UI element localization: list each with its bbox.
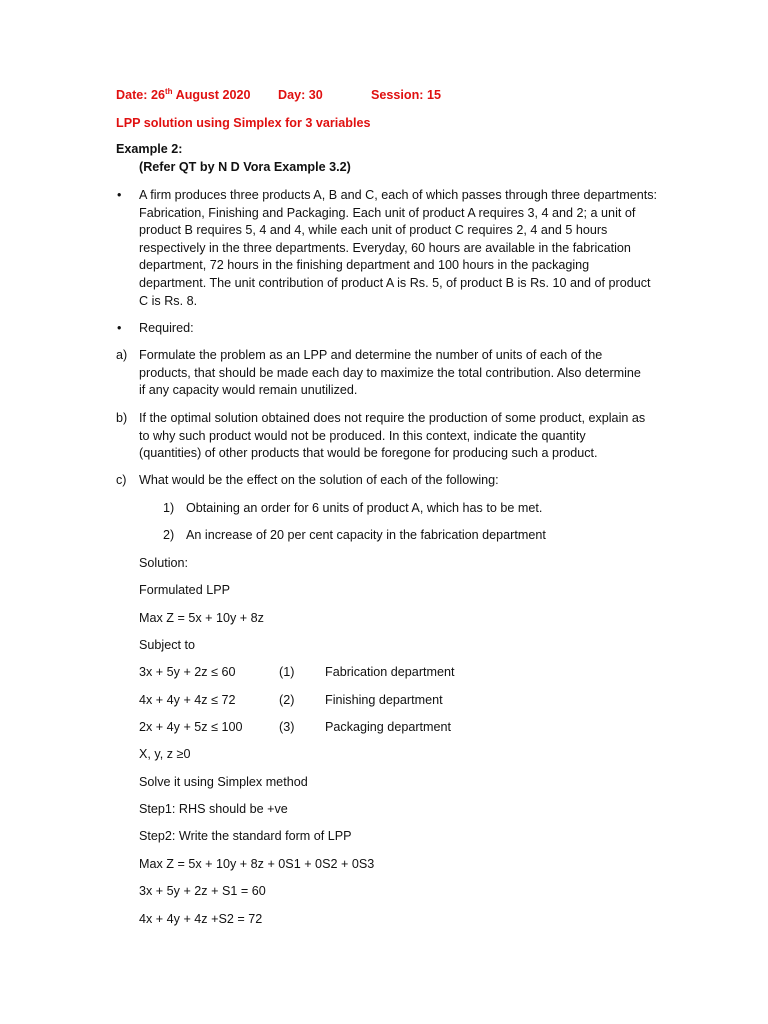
- question-line: What would be the effect on the solution of each of the following:: [139, 473, 499, 487]
- method-line: Solve it using Simplex method: [139, 775, 308, 789]
- question-line: products, that should be made each day to maximize the total contribution. Also determine: [139, 365, 641, 380]
- constraint-expr: 3x + 5y + 2z ≤ 60: [139, 665, 236, 679]
- date-label: Date: 26th August 2020: [116, 86, 251, 102]
- step2-line: Step2: Write the standard form of LPP: [139, 829, 352, 843]
- sub-item-number: 2): [163, 528, 175, 542]
- question-line: Formulate the problem as an LPP and determine the number of units of each of the: [139, 348, 603, 362]
- constraint-number: (2): [279, 693, 295, 707]
- constraint-expr: 2x + 4y + 5z ≤ 100: [139, 720, 243, 734]
- constraint-number: (1): [279, 665, 295, 679]
- sub-item-number: 1): [163, 501, 175, 515]
- constraint-dept: Fabrication department: [325, 665, 455, 679]
- constraint-dept: Packaging department: [325, 720, 452, 734]
- step1-line: Step1: RHS should be +ve: [139, 802, 288, 816]
- question-label: a): [116, 348, 128, 362]
- sub-item-text: Obtaining an order for 6 units of product A, which has to be met.: [186, 501, 543, 515]
- topic-heading: LPP solution using Simplex for 3 variables: [116, 116, 371, 130]
- problem-line: department. The unit contribution of product A is Rs. 5, of product B is Rs. 10 and of product: [139, 275, 651, 290]
- question-line: to why such product would not be produced. In this context, indicate the quantity: [139, 428, 586, 443]
- problem-line: Fabrication, Finishing and Packaging. Each unit of product A requires 3, 4 and 2; a unit of: [139, 205, 636, 220]
- standard-equation: 4x + 4y + 4z +S2 = 72: [139, 912, 263, 926]
- required-label: Required:: [139, 321, 194, 335]
- question-label: b): [116, 411, 128, 425]
- problem-line: respectively in the three departments. Everyday, 60 hours are available in the fabrication: [139, 240, 631, 255]
- sub-item-text: An increase of 20 per cent capacity in the fabrication department: [186, 528, 546, 542]
- subject-to-label: Subject to: [139, 638, 196, 652]
- constraint-expr: 4x + 4y + 4z ≤ 72: [139, 693, 236, 707]
- standard-equation: 3x + 5y + 2z + S1 = 60: [139, 884, 266, 898]
- problem-line: A firm produces three products A, B and C, each of which passes through three departments:: [139, 188, 658, 202]
- constraint-dept: Finishing department: [325, 693, 443, 707]
- constraint-number: (3): [279, 720, 295, 734]
- question-c-text: [139, 472, 499, 490]
- day-label: Day: 30: [278, 88, 323, 102]
- problem-line: department, 72 hours in the finishing department and 100 hours in the packaging: [139, 258, 590, 273]
- problem-text: [139, 187, 657, 310]
- question-line: If the optimal solution obtained does not require the production of some product, explain as: [139, 411, 646, 425]
- session-label: Session: 15: [371, 88, 441, 102]
- question-a-text: [139, 347, 641, 400]
- bullet-icon: •: [117, 321, 122, 335]
- question-line: (quantities) of other products that would be foregone for producing such a product.: [139, 446, 598, 461]
- problem-line: product B requires 5, 4 and 4, while each unit of product C requires 2, 4 and 5 hours: [139, 223, 608, 238]
- standard-objective: Max Z = 5x + 10y + 8z + 0S1 + 0S2 + 0S3: [139, 857, 375, 871]
- bullet-icon: •: [117, 188, 122, 202]
- example-title: Example 2:: [116, 142, 183, 156]
- formulated-label: Formulated LPP: [139, 583, 230, 597]
- non-negativity: X, y, z ≥0: [139, 747, 191, 761]
- question-line: if any capacity would remain unutilized.: [139, 383, 358, 398]
- objective-function: Max Z = 5x + 10y + 8z: [139, 611, 264, 625]
- question-label: c): [116, 473, 127, 487]
- question-b-text: [139, 410, 645, 463]
- problem-line: C is Rs. 8.: [139, 293, 198, 308]
- example-reference: (Refer QT by N D Vora Example 3.2): [139, 160, 351, 174]
- solution-label: Solution:: [139, 556, 189, 570]
